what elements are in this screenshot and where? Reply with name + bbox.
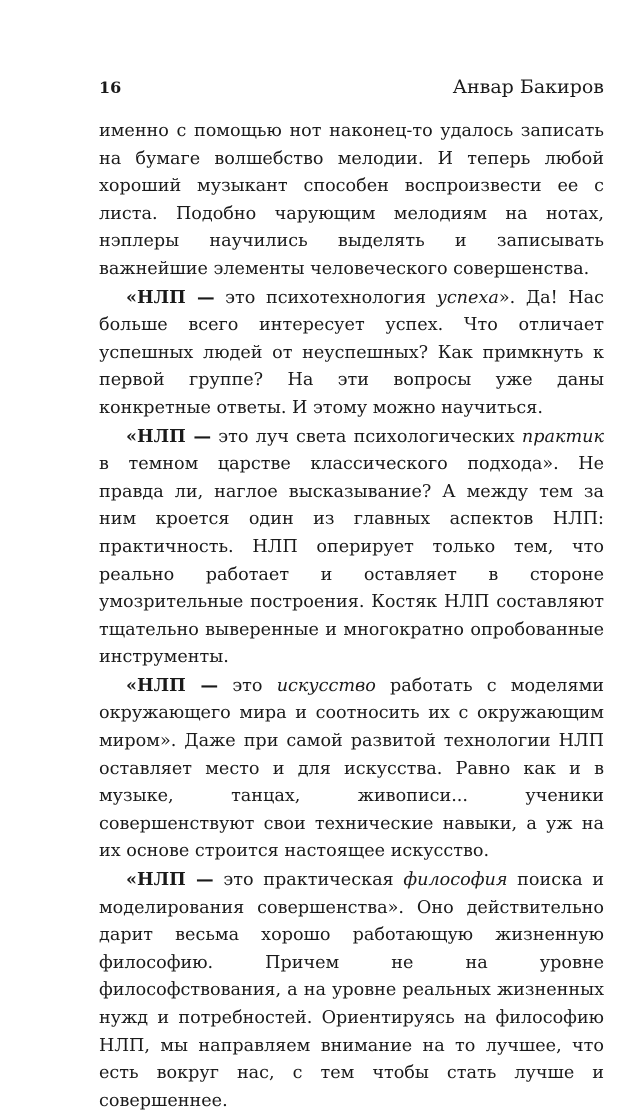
paragraph: [99, 866, 604, 1115]
emphasis-italic: практик: [521, 426, 604, 447]
term-bold: «НЛП —: [126, 674, 219, 696]
text-run: это практическая: [213, 870, 404, 891]
text-run: работать с моделями окружающего мира и соотносить их с окружающим миром». Даже при самой развитой технологии НЛП оставляет место и для искусства. Равно как и в музыке, танцах, живописи... ученики совершенствуют свои технические навыки, а уж на их основе строится настоящее искусство.: [99, 675, 604, 862]
emphasis-italic: искусство: [276, 675, 376, 696]
paragraph: [99, 423, 604, 672]
text-run: ». Да! Нас больше всего интересует успех. Что отличает успешных людей от неуспешных? Как примкнуть к первой группе? На эти вопросы уже даны конкретные ответы. И этому можно научиться.: [99, 287, 604, 418]
emphasis-italic: успеха: [436, 287, 499, 308]
running-head-author: Анвар Бакиров: [452, 76, 604, 98]
text-run: это луч света психологических: [211, 426, 522, 447]
text-run: это психотехнология: [214, 287, 437, 308]
body-text: [99, 118, 604, 1115]
text-run: именно с помощью нот наконец-то удалось записать на бумаге волшебство мелодии. И теперь любой хороший музыкант способен воспроизвести ее с листа. Подобно чарующим мелодиям на нотах, нэплеры научились выделять и записывать важнейшие элементы человеческого совершенства.: [99, 121, 604, 279]
term-bold: «НЛП —: [126, 286, 215, 308]
paragraph: [99, 118, 604, 284]
paragraph: [99, 672, 604, 866]
text-run: это: [218, 675, 277, 696]
page-number: 16: [99, 78, 122, 97]
text-run: поиска и моделирования совершенства». Оно действительно дарит весьма хорошо работающую жизненную философию. Причем не на уровне философствования, а на уровне реальных жизненных нужд и потребностей. Ориентируясь на философию НЛП, мы направляем внимание на то лучшее, что есть вокруг нас, с тем чтобы стать лучше и совершеннее.: [99, 870, 605, 1111]
term-bold: «НЛП —: [126, 425, 212, 447]
text-run: в темном царстве классического подхода». Не правда ли, наглое высказывание? А между тем за ним кроется один из главных аспектов НЛП: практичность. НЛП оперирует только тем, что реально работает и оставляет в стороне умозрительные построения. Костяк НЛП составляют тщательно выверенные и многократно опробованные инструменты.: [99, 454, 604, 668]
page-header: [99, 76, 604, 102]
term-bold: «НЛП —: [126, 869, 214, 891]
paragraph: [99, 284, 604, 423]
emphasis-italic: философия: [403, 870, 508, 891]
